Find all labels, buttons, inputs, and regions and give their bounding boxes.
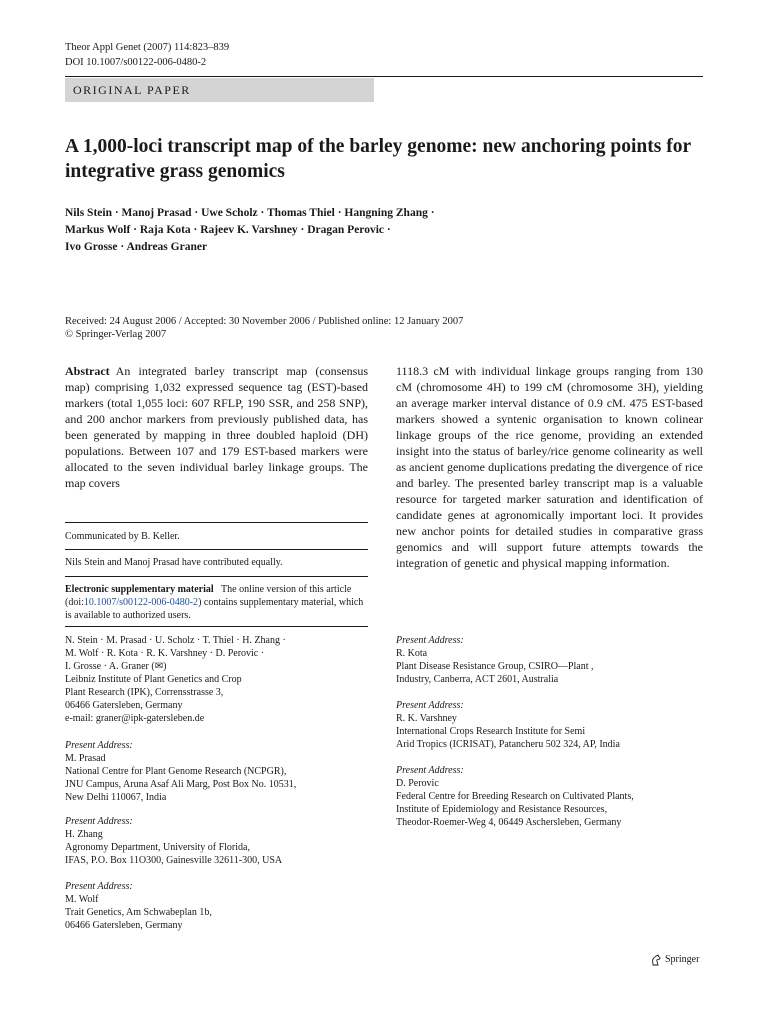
- affiliation-varshney: [396, 699, 620, 751]
- affiliation-ipk: [65, 634, 286, 725]
- footnote-rule: [65, 626, 368, 627]
- affiliation-line: 06466 Gatersleben, Germany: [65, 700, 183, 711]
- publication-dates: [65, 315, 705, 341]
- affiliation-line: M. Wolf · R. Kota · R. K. Varshney · D. Perovic ·: [65, 648, 265, 659]
- esm-text: The online version of this article (doi:: [65, 584, 352, 608]
- affiliation-line: M. Wolf: [65, 894, 99, 905]
- header-rule: [65, 76, 703, 77]
- abstract-text-left: An integrated barley transcript map (consensus map) comprising 1,032 expressed sequence tag (EST)-based markers (total 1,055 loci: 607 RFLP, 190 SSR, and 258 SNP), and 200 anchor markers from previously published data, has been generated by mapping in three doubled haploid (DH) populations. Between 107 and 179 EST-based markers were allocated to the seven individual barley linkage groups. The map covers: [65, 364, 368, 490]
- paper-title: A 1,000-loci transcript map of the barley genome: new anchoring points for integrative grass genomics: [65, 136, 691, 182]
- esm-text: ) contains supplementary material, which is available to authorized users.: [65, 597, 364, 621]
- affiliation-line: Institute of Epidemiology and Resistance Resources,: [396, 804, 608, 815]
- affiliation-line: Industry, Canberra, ACT 2601, Australia: [396, 674, 559, 685]
- publisher-mark: [650, 953, 699, 967]
- affiliation-line: 06466 Gatersleben, Germany: [65, 920, 183, 931]
- affiliation-line: Arid Tropics (ICRISAT), Patancheru 502 324, AP, India: [396, 739, 620, 750]
- affiliation-prasad: [65, 739, 296, 804]
- present-address-label: Present Address:: [396, 765, 464, 776]
- footnote-rule: [65, 549, 368, 550]
- affiliation-line: N. Stein · M. Prasad · U. Scholz · T. Thiel · H. Zhang ·: [65, 635, 286, 646]
- present-address-label: Present Address:: [65, 881, 133, 892]
- affiliation-perovic: [396, 764, 634, 829]
- received-accepted-line: Received: 24 August 2006 / Accepted: 30 November 2006 / Published online: 12 January 2007: [65, 316, 464, 327]
- present-address-label: Present Address:: [396, 635, 464, 646]
- publisher-name: Springer: [665, 954, 700, 965]
- affiliation-kota: [396, 634, 593, 686]
- journal-doi: DOI 10.1007/s00122-006-0480-2: [65, 57, 207, 68]
- paper-type-banner: ORIGINAL PAPER: [65, 78, 374, 102]
- journal-header: [65, 40, 229, 70]
- affiliation-line: I. Grosse · A. Graner (✉): [65, 661, 167, 672]
- author-list: [65, 205, 705, 256]
- affiliation-zhang: [65, 815, 282, 867]
- supplementary-material-note: [65, 583, 368, 622]
- affiliation-line: Plant Research (IPK), Corrensstrasse 3,: [65, 687, 224, 698]
- author-line: Nils Stein · Manoj Prasad · Uwe Scholz · Thomas Thiel · Hangning Zhang ·: [65, 207, 435, 219]
- affiliation-line: R. K. Varshney: [396, 713, 457, 724]
- abstract-label: Abstract: [65, 364, 110, 378]
- esm-label: Electronic supplementary material: [65, 584, 214, 595]
- abstract-right-column: 1118.3 cM with individual linkage groups ranging from 130 cM (chromosome 4H) to 199 cM (chromosome 3H), yielding an average marker interval distance of 0.9 cM. 475 EST-based markers showed a syntenic organisation to known colinear linkage groups of the rice genome, providing an extended insight into the status of barley/rice genome colinearity as well as ancient genome duplications predating the divergence of rice and barley. The presented barley transcript map is a valuable resource for targeted marker saturation and identification of candidate genes at agronomically important loci. It provides new anchor points for detailed studies in comparative grass genomics and will support future attempts towards the integration of genetic and physical mapping information.: [396, 364, 703, 570]
- present-address-label: Present Address:: [65, 816, 133, 827]
- copyright-line: © Springer-Verlag 2007: [65, 329, 167, 340]
- footnote-rule: [65, 576, 368, 577]
- affiliation-line: Theodor-Roemer-Weg 4, 06449 Aschersleben, Germany: [396, 817, 622, 828]
- affiliation-line: M. Prasad: [65, 753, 106, 764]
- abstract-left-column: [65, 363, 368, 491]
- corresponding-email: e-mail: graner@ipk-gatersleben.de: [65, 713, 205, 724]
- affiliation-line: Leibniz Institute of Plant Genetics and Crop: [65, 674, 242, 685]
- present-address-label: Present Address:: [396, 700, 464, 711]
- affiliation-line: Plant Disease Resistance Group, CSIRO—Plant ,: [396, 661, 594, 672]
- affiliation-line: Trait Genetics, Am Schwabeplan 1b,: [65, 907, 212, 918]
- affiliation-line: R. Kota: [396, 648, 428, 659]
- affiliation-line: New Delhi 110067, India: [65, 792, 167, 803]
- affiliation-line: D. Perovic: [396, 778, 439, 789]
- springer-horse-icon: [650, 954, 662, 966]
- author-line: Markus Wolf · Raja Kota · Rajeev K. Varshney · Dragan Perovic ·: [65, 224, 391, 236]
- supplementary-doi-link[interactable]: 10.1007/s00122-006-0480-2: [83, 597, 199, 608]
- affiliation-line: International Crops Research Institute for Semi: [396, 726, 586, 737]
- present-address-label: Present Address:: [65, 740, 133, 751]
- affiliation-line: Agronomy Department, University of Florida,: [65, 842, 250, 853]
- author-line: Ivo Grosse · Andreas Graner: [65, 241, 208, 253]
- affiliation-line: JNU Campus, Aruna Asaf Ali Marg, Post Box No. 10531,: [65, 779, 297, 790]
- affiliation-line: National Centre for Plant Genome Research (NCPGR),: [65, 766, 287, 777]
- communicated-note: Communicated by B. Keller.: [65, 531, 180, 542]
- affiliation-line: IFAS, P.O. Box 11O300, Gainesville 32611-300, USA: [65, 855, 283, 866]
- footnote-rule: [65, 522, 368, 523]
- equal-contribution-note: Nils Stein and Manoj Prasad have contributed equally.: [65, 557, 283, 568]
- affiliation-line: H. Zhang: [65, 829, 103, 840]
- affiliation-line: Federal Centre for Breeding Research on Cultivated Plants,: [396, 791, 634, 802]
- affiliation-wolf: [65, 880, 212, 932]
- journal-citation: Theor Appl Genet (2007) 114:823–839: [65, 42, 230, 53]
